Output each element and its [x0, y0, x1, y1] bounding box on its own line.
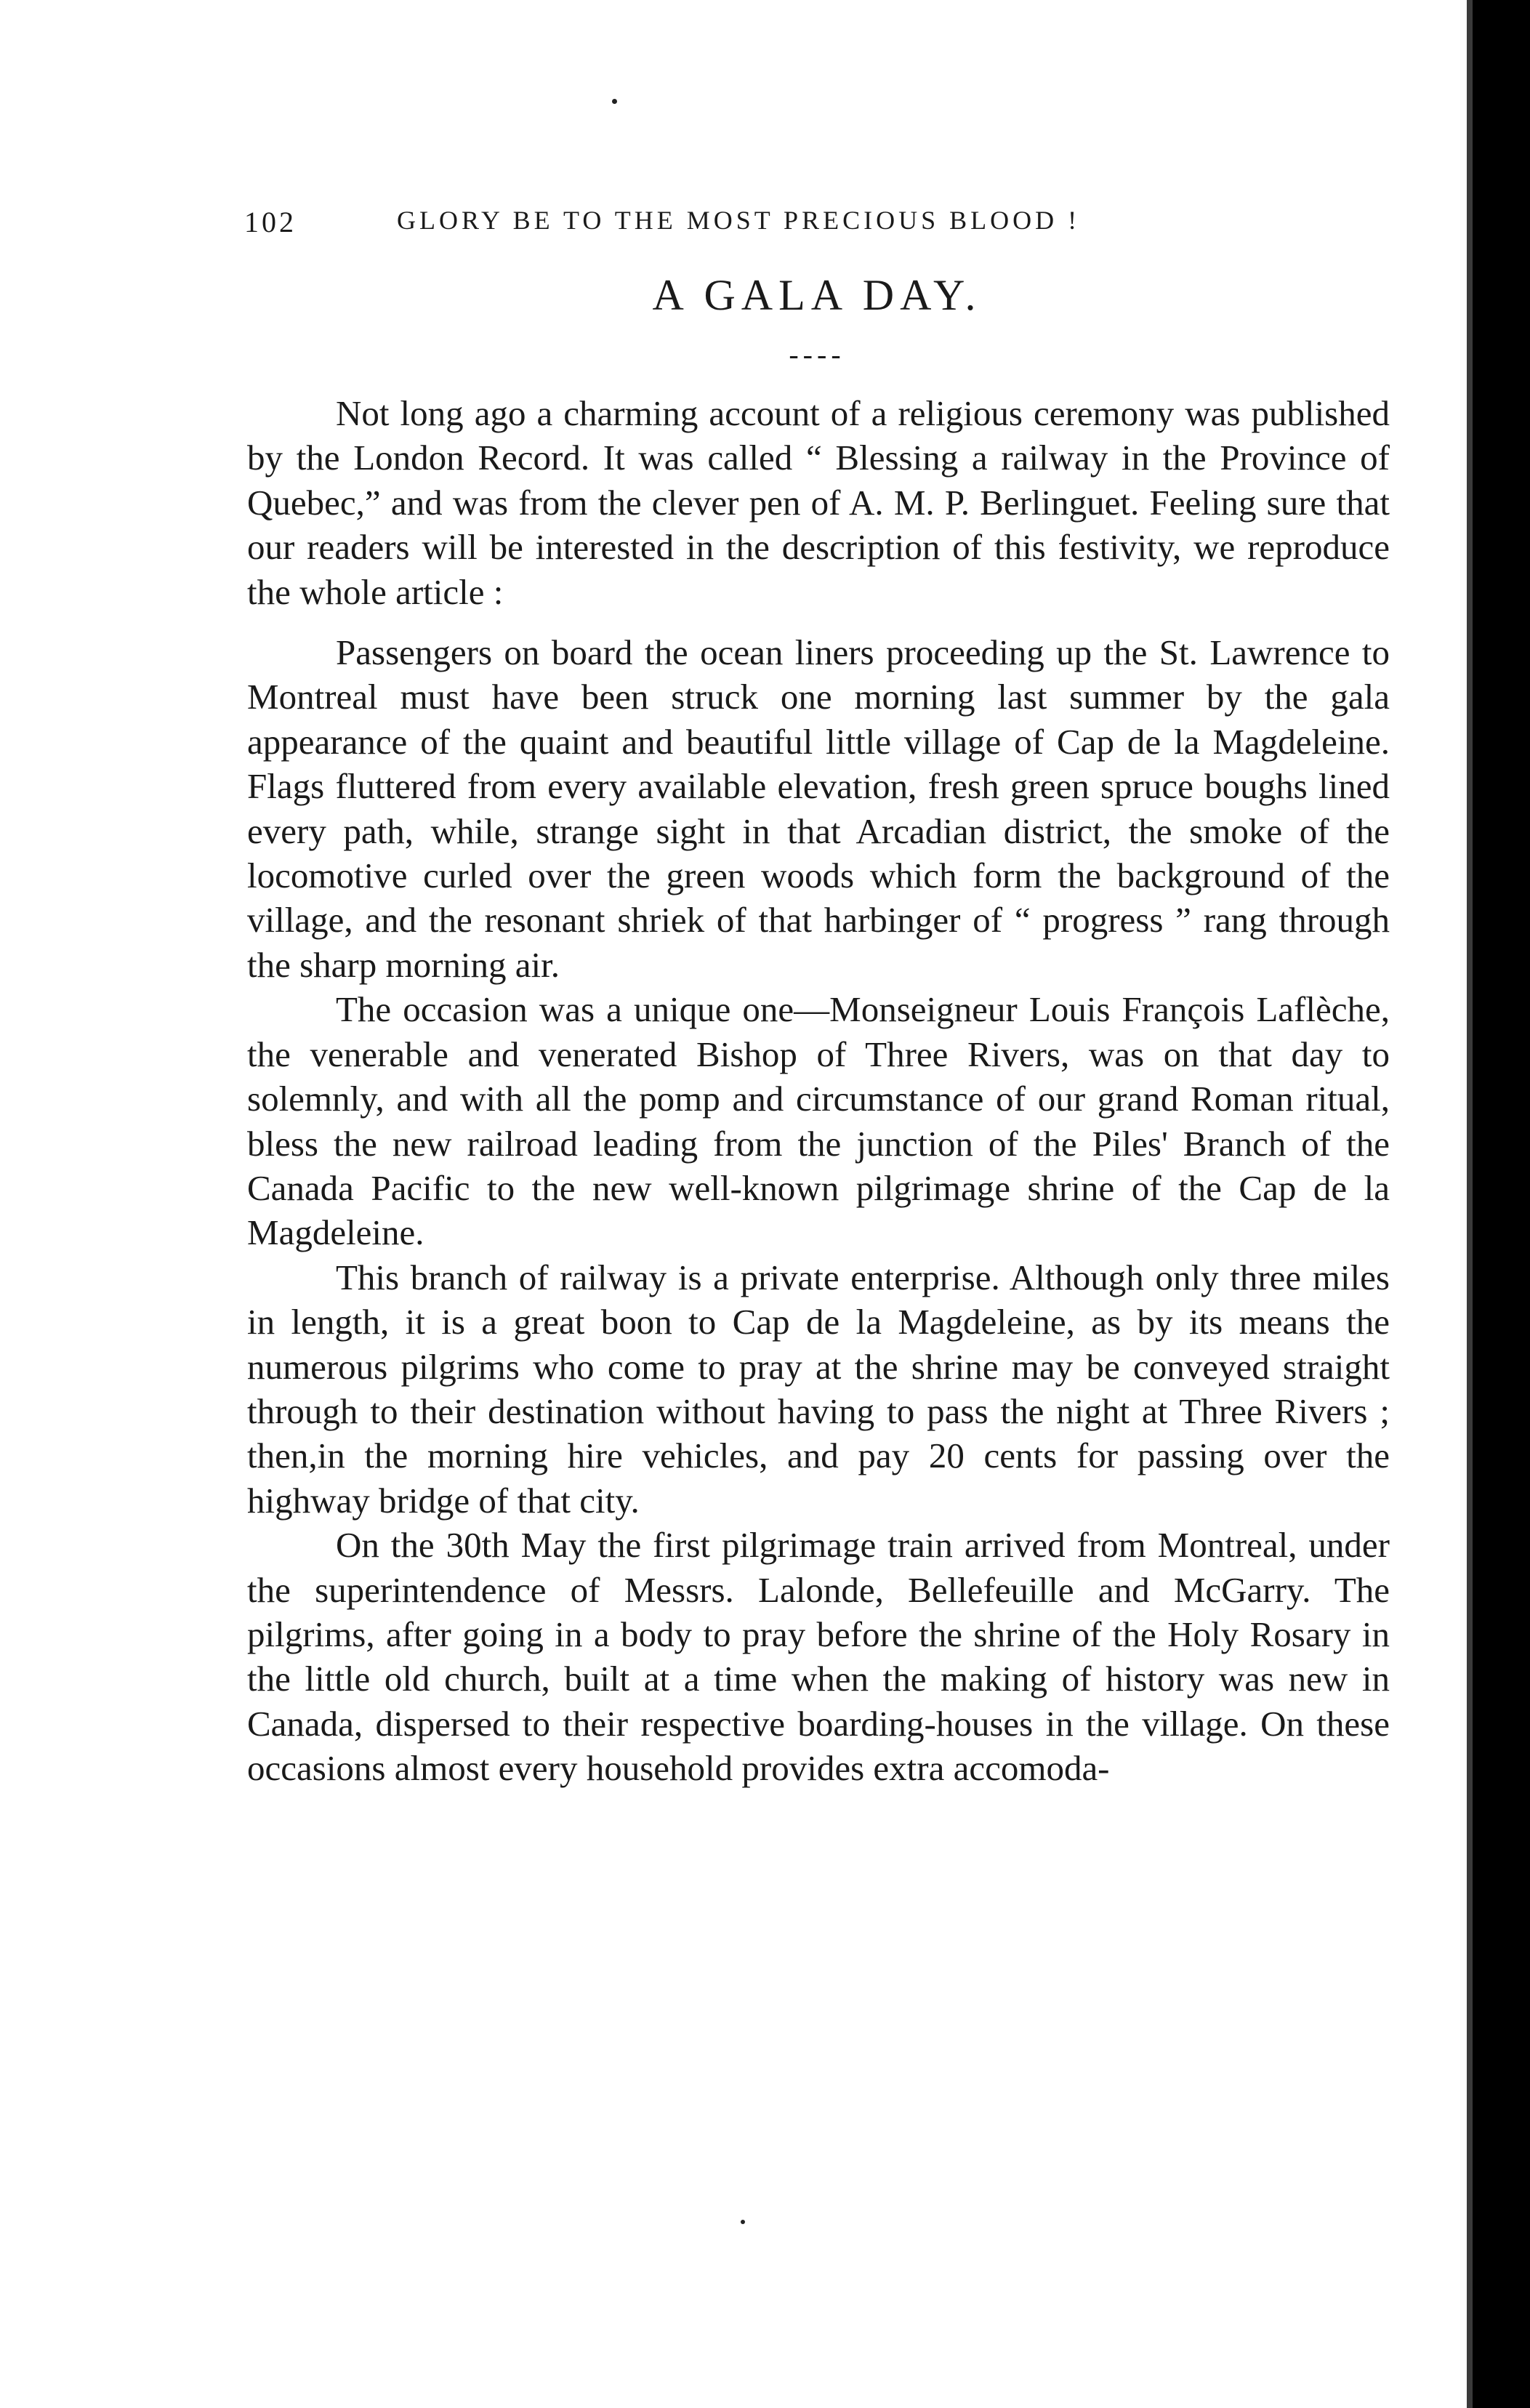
title-ornament: ----: [789, 338, 845, 371]
paragraph: The occasion was a unique one—Monseigneur Louis François Laflèche, the venerable and venerated Bishop of Three Rivers, was on that day to solemnly, and with all the pomp and circumstance of our grand Roman ritual, bless the new railroad leading from the junction of the Piles' Branch of the Canada Pacific to the new well-known pilgrimage shrine of the Cap de la Magdeleine.: [247, 989, 1390, 1253]
article-body: [247, 391, 1390, 1791]
page-number: 102: [244, 206, 297, 238]
paragraph: Passengers on board the ocean liners proceeding up the St. Lawrence to Montreal must have been struck one morning last summer by the gala appearance of the quaint and beautiful little village of Cap de la Magdeleine. Flags fluttered from every available elevation, fresh green spruce boughs lined every path, while, strange sight in that Arcadian district, the smoke of the locomotive curled over the green woods which form the background of the village, and the resonant shriek of that harbinger of “ progress ” rang through the sharp morning air.: [247, 632, 1390, 985]
paragraph: On the 30th May the first pilgrimage train arrived from Montreal, under the superintendence of Messrs. Lalonde, Bellefeuille and McGarry. The pilgrims, after going in a body to pray before the shrine of the Holy Rosary in the little old church, built at a time when the making of history was new in Canada, dispersed to their respective boarding-houses in the village. On these occasions almost every household provides extra accomoda-: [247, 1525, 1390, 1789]
running-title: GLORY BE TO THE MOST PRECIOUS BLOOD !: [397, 206, 1081, 235]
paragraph: This branch of railway is a private enterprise. Although only three miles in length, it is a great boon to Cap de la Magdeleine, as by its means the numerous pilgrims who come to pray at the shrine may be conveyed straight through to their destination without having to pass the night at Three Rivers ; then,in the morning hire vehicles, and pay 20 cents for passing over the highway bridge of that city.: [247, 1257, 1390, 1521]
scan-speck: [741, 2220, 745, 2224]
paragraph: Not long ago a charming account of a religious ceremony was published by the London Record. It was called “ Blessing a railway in the Province of Quebec,” and was from the clever pen of A. M. P. Berlinguet. Feeling sure that our readers will be interested in the description of this festivity, we reproduce the whole article :: [247, 393, 1390, 612]
page-header: [244, 205, 1218, 249]
scan-speck: [612, 99, 617, 104]
article-title: A GALA DAY.: [652, 271, 982, 319]
scan-edge-border: [1473, 0, 1530, 2408]
